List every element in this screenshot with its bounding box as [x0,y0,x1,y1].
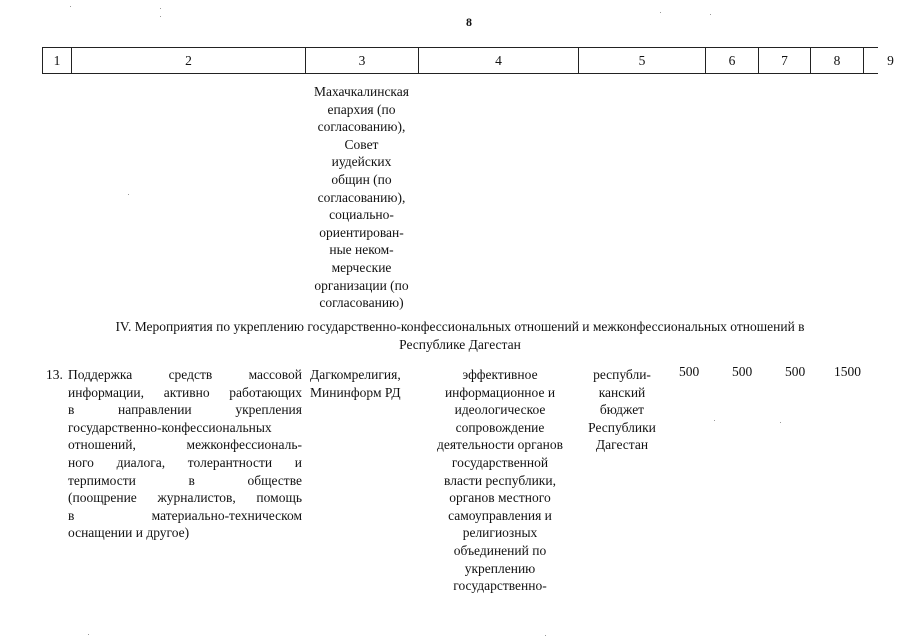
text-line: сопровождение [455,419,545,435]
text-line: государственно-конфессиональных [68,419,272,435]
activity-cell [68,366,302,542]
header-col-8: 8 [810,48,863,73]
text-line: Совет [344,136,379,152]
page-number: 8 [466,15,472,29]
text-line: эффективное [462,367,538,382]
text-line: укреплению [464,560,536,576]
text-line: власти республики, [444,472,556,488]
text-line: терпимости в обществе [68,472,302,488]
scan-speck [160,16,161,17]
text-line: Республики [588,419,656,435]
section-heading-line: IV. Мероприятия по укреплению государственно-конфессиональных отношений и межконфессиональных отношений в [115,319,805,334]
text-line: органов местного [449,490,551,506]
text-line: оснащении и другое) [68,525,190,541]
text-line: идеологическое [454,402,546,418]
text-line: Махачкалинская [313,84,409,99]
text-line: организации (по [314,277,409,293]
result-cell [420,366,580,595]
text-line: Мининформ РД [310,384,401,400]
scan-speck [70,6,71,7]
table-header-row [42,47,894,74]
scan-speck [660,12,661,13]
text-line: (поощрение журналистов, помощь [68,490,302,506]
text-line: общин (по [331,171,392,187]
header-col-3: 3 [305,48,418,73]
scan-speck [88,634,89,635]
text-line: социально- [329,207,394,223]
scan-speck [160,8,161,9]
header-col-7: 7 [758,48,810,73]
executors-cell [310,366,420,401]
header-col-9: 9 [863,48,905,73]
text-line: ориентирован- [319,224,404,240]
amount-col-6: 500 [679,364,700,379]
text-line: Поддержка средств массовой [68,367,302,382]
text-line: религиозных [462,525,538,541]
text-line: информационное и [444,384,556,400]
text-line: бюджет [599,402,645,418]
amount-col-8: 500 [785,364,806,379]
section-heading [60,318,860,353]
text-line: Дагестан [595,437,649,453]
text-line: мерческие [331,259,392,275]
amount-col-7: 500 [732,364,753,379]
header-col-6: 6 [705,48,758,73]
text-line: информации, активно работающих [68,384,302,400]
text-line: епархия (по [327,101,396,117]
header-col-5: 5 [578,48,705,73]
text-line: согласованию), [317,119,406,135]
text-line: в направлении укрепления [68,402,302,418]
text-line: ного диалога, толерантности и [68,454,302,470]
text-line: объединений по [453,542,547,558]
header-col-4: 4 [418,48,578,73]
text-line: канский [598,384,646,400]
text-line: республи- [593,367,651,382]
scan-speck [128,194,129,195]
scan-speck [710,14,711,15]
header-col-1: 1 [42,48,71,73]
continuation-executors-cell [305,83,418,312]
text-line: согласованию) [319,295,404,311]
text-line: деятельности органов [436,437,564,453]
text-line: государственной [451,454,549,470]
funding-source-cell [582,366,662,454]
text-line: в материально-техническом [68,507,302,523]
scan-speck [780,422,781,423]
text-line: ные неком- [329,242,394,258]
text-line: согласованию), [317,189,406,205]
text-line: государственно- [453,578,547,594]
header-col-2: 2 [71,48,305,73]
section-heading-line: Республике Дагестан [399,336,521,352]
amount-col-9: 1500 [834,364,861,379]
text-line: отношений, межконфессиональ- [68,437,302,453]
scan-speck [714,420,715,421]
row-number: 13. [46,367,63,382]
text-line: самоуправления и [448,507,552,523]
text-line: Дагкомрелигия, [310,367,401,382]
scan-speck [545,635,546,636]
text-line: иудейских [331,154,392,170]
